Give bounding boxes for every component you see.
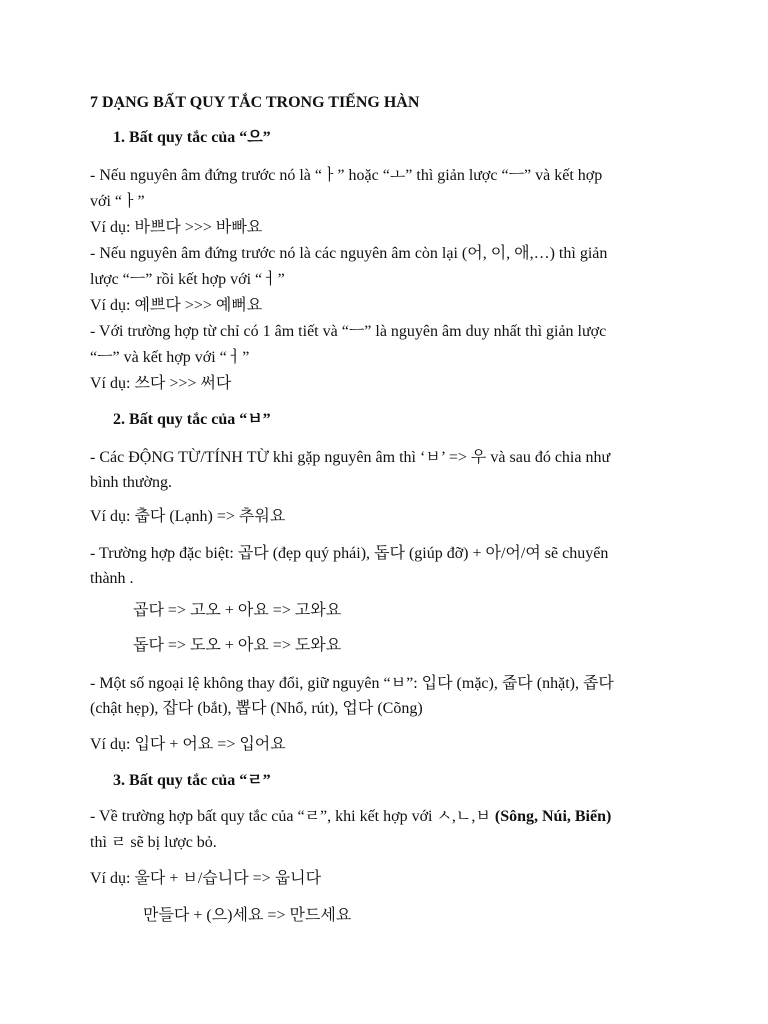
- text-line: lược “ㅡ” rồi kết hợp với “ㅓ”: [90, 271, 285, 288]
- text-line: - Nếu nguyên âm đứng trước nó là các nguyên âm còn lại (어, 이, 애,…) thì giản: [90, 245, 608, 262]
- text-line: bình thường.: [90, 474, 173, 491]
- example-line: 돕다 => 도오 + 아요 => 도와요: [133, 637, 342, 654]
- document-title: 7 DẠNG BẤT QUY TẮC TRONG TIẾNG HÀN: [90, 94, 420, 111]
- bold-segment: (Sông, Núi, Biển): [494, 808, 612, 825]
- text-line: thì ㄹ sẽ bị lược bỏ.: [90, 834, 217, 851]
- text-line: - Với trường hợp từ chỉ có 1 âm tiết và “ㅡ” là nguyên âm duy nhất thì giản lược: [90, 323, 607, 340]
- text-line: “ㅡ” và kết hợp với “ㅓ”: [90, 349, 250, 366]
- section-1-heading: 1. Bất quy tắc của “으”: [113, 129, 271, 146]
- section-3-heading: 3. Bất quy tắc của “ㄹ”: [113, 772, 271, 789]
- text-line: với “ㅏ”: [90, 193, 145, 210]
- text-line: [90, 806, 611, 828]
- text-line: - Trường hợp đặc biệt: 곱다 (đẹp quý phái), 돕다 (giúp đỡ) + 아/어/여 sẽ chuyển: [90, 545, 609, 562]
- text-line: - Các ĐỘNG TỪ/TÍNH TỪ khi gặp nguyên âm thì ‘ㅂ’ => 우 và sau đó chia như: [90, 449, 611, 466]
- text-line: thành .: [90, 570, 134, 587]
- example-line: Ví dụ: 울다 + ㅂ/습니다 => 웁니다: [90, 870, 322, 887]
- text-line: - Nếu nguyên âm đứng trước nó là “ㅏ” hoặc “ㅗ” thì giản lược “ㅡ” và kết hợp: [90, 167, 603, 184]
- text-line: (chật hẹp), 잡다 (bắt), 뽑다 (Nhổ, rút), 업다 (Cõng): [90, 700, 423, 717]
- example-line: Ví dụ: 입다 + 어요 => 입어요: [90, 736, 286, 753]
- section-2-heading: 2. Bất quy tắc của “ㅂ”: [113, 411, 271, 428]
- example-line: 만들다 + (으)세요 => 만드세요: [143, 907, 352, 924]
- text-segment: - Về trường hợp bất quy tắc của “ㄹ”, khi kết hợp với ㅅ,ㄴ,ㅂ: [90, 808, 495, 825]
- example-line: 곱다 => 고오 + 아요 => 고와요: [133, 602, 342, 619]
- text-line: - Một số ngoại lệ không thay đổi, giữ nguyên “ㅂ”: 입다 (mặc), 줍다 (nhặt), 좁다: [90, 675, 614, 692]
- example-line: Ví dụ: 예쁘다 >>> 예뻐요: [90, 297, 263, 314]
- example-line: Ví dụ: 바쁘다 >>> 바빠요: [90, 219, 263, 236]
- example-line: Ví dụ: 춥다 (Lạnh) => 추워요: [90, 508, 286, 525]
- example-line: Ví dụ: 쓰다 >>> 써다: [90, 375, 232, 392]
